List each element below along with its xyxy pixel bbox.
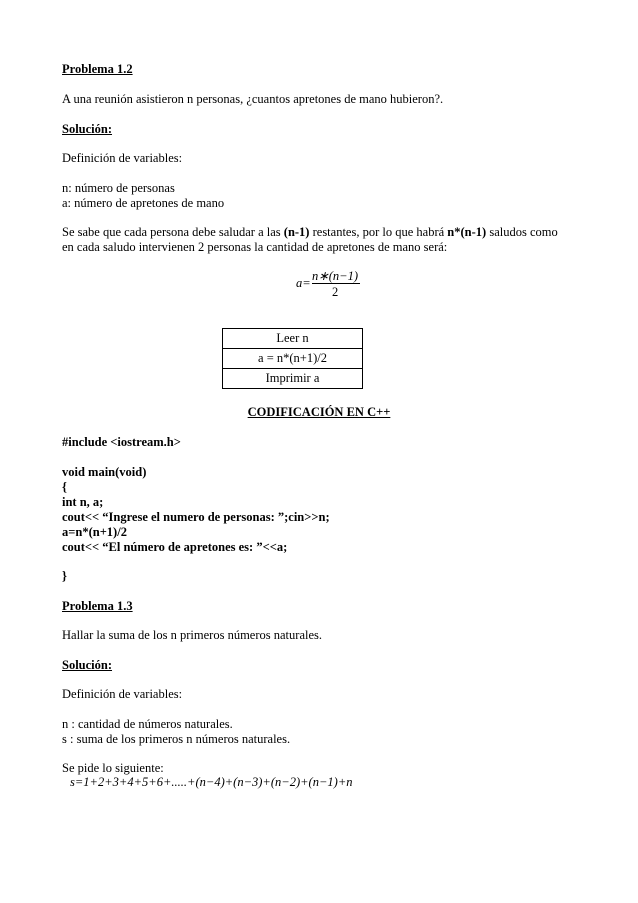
- solution-heading-1-2: Solución:: [62, 122, 113, 136]
- code-include: #include <iostream.h>: [62, 435, 181, 449]
- code-cout-output: cout<< “El número de apretones es: ”<<a;: [62, 540, 288, 554]
- problem-1-3-statement: Hallar la suma de los n primeros números naturales.: [62, 628, 322, 642]
- code-declaration: int n, a;: [62, 495, 104, 509]
- requirement-line: Se pide lo siguiente:: [62, 761, 164, 775]
- problem-1-2-title: Problema 1.2: [62, 62, 133, 76]
- variable-n-count-definition: n : cantidad de números naturales.: [62, 717, 233, 731]
- code-cout-input: cout<< “Ingrese el numero de personas: ”;cin>>n;: [62, 510, 330, 524]
- explanation-text-3: saludos como: [486, 225, 558, 239]
- variable-s-definition: s : suma de los primeros n números naturales.: [62, 732, 291, 746]
- explanation-bold-n-minus-1: (n-1): [283, 225, 310, 239]
- explanation-text-1: Se sabe que cada persona debe saludar a las: [62, 225, 284, 239]
- fraction-bar: [312, 283, 360, 284]
- sum-formula: s=1+2+3+4+5+6+.....+(n−4)+(n−3)+(n−2)+(n−1)+n: [70, 775, 353, 789]
- formula-numerator: n∗(n−1): [312, 269, 358, 283]
- flow-table: [222, 328, 363, 389]
- flow-step-print: Imprimir a: [223, 369, 363, 389]
- variable-a-definition: a: número de apretones de mano: [62, 196, 225, 210]
- problem-1-3-title: Problema 1.3: [62, 599, 133, 613]
- code-main: void main(void): [62, 465, 147, 479]
- solution-heading-1-3: Solución:: [62, 658, 113, 672]
- code-close-brace: }: [62, 569, 67, 583]
- flow-step-compute: a = n*(n+1)/2: [223, 349, 363, 369]
- handshake-formula: [296, 268, 376, 302]
- code-assignment: a=n*(n+1)/2: [62, 525, 127, 539]
- flow-step-read: Leer n: [223, 329, 363, 349]
- formula-denominator: 2: [332, 285, 339, 299]
- codification-title: CODIFICACIÓN EN C++: [247, 405, 391, 419]
- variables-heading-1-2: Definición de variables:: [62, 151, 183, 165]
- explanation-line-2: en cada saludo intervienen 2 personas la cantidad de apretones de mano será:: [62, 240, 448, 254]
- explanation-text-2: restantes, por lo que habrá: [309, 225, 448, 239]
- variables-heading-1-3: Definición de variables:: [62, 687, 183, 701]
- explanation-bold-product: n*(n-1): [447, 225, 487, 239]
- variable-n-definition: n: número de personas: [62, 181, 175, 195]
- explanation-line-1: [62, 225, 558, 240]
- problem-1-2-statement: A una reunión asistieron n personas, ¿cuantos apretones de mano hubieron?.: [62, 92, 444, 106]
- code-open-brace: {: [62, 480, 67, 494]
- formula-lhs: a=: [296, 276, 311, 290]
